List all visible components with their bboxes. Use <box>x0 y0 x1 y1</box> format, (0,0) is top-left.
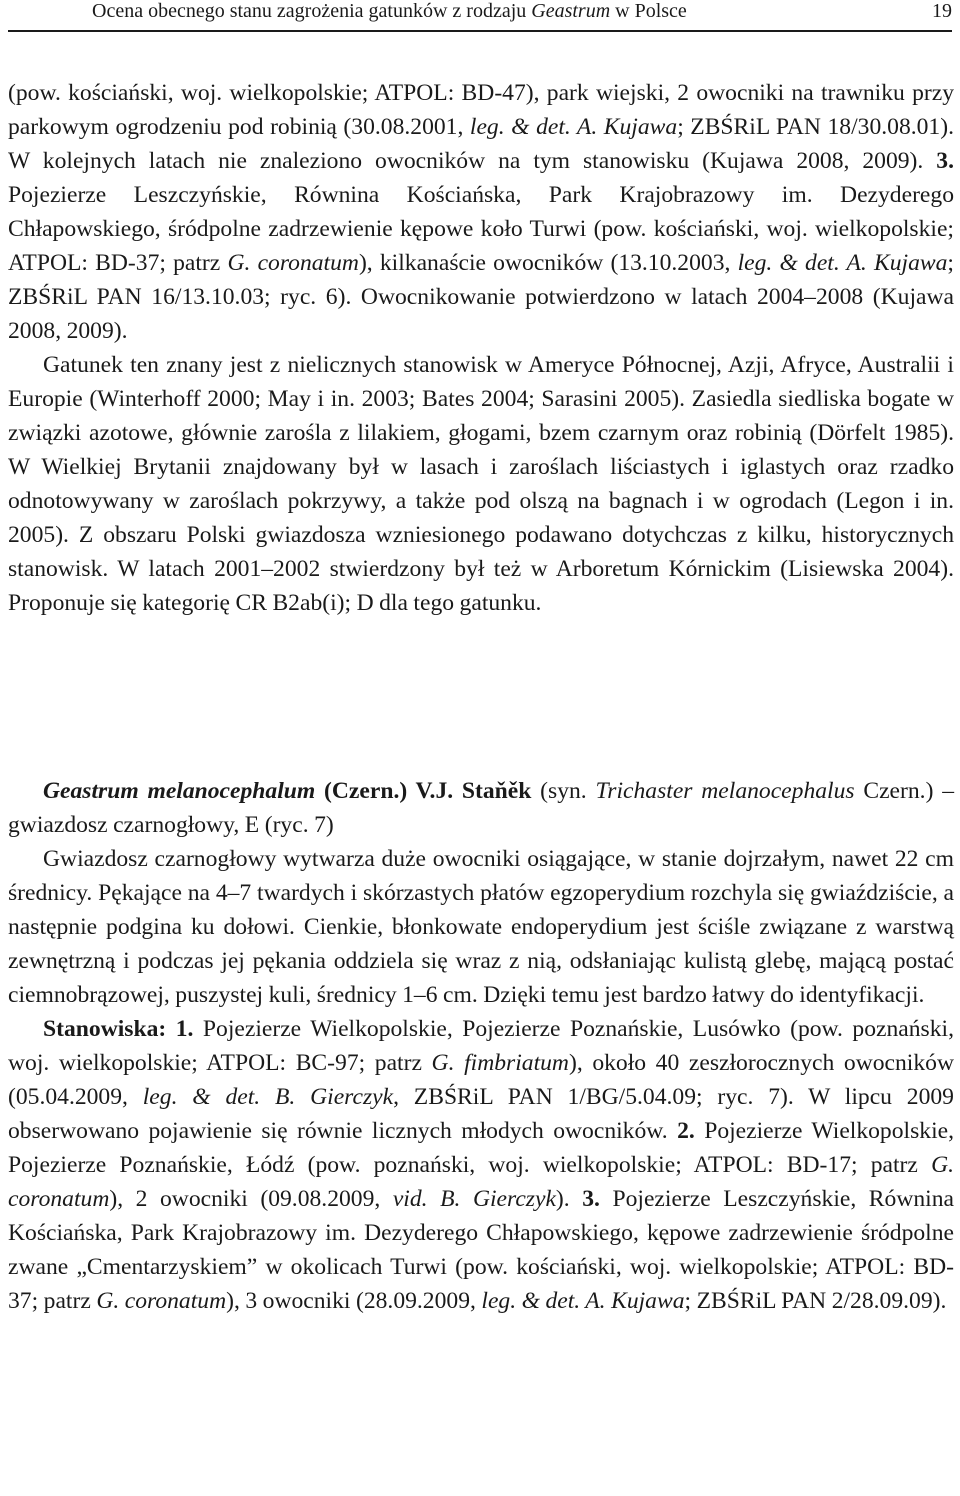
paragraph-distribution-habitat <box>8 348 954 620</box>
text-run: G. coronatum <box>8 1152 954 1212</box>
section-geastrum-melanocephalum <box>8 774 954 1318</box>
text-run: ; ZBŚRiL PAN 18/30.08.01). W kolejnych latach nie znaleziono owocników na tym stanowisku (Kujawa 2008, 2009). <box>8 114 954 174</box>
text-run: Gatunek ten znany jest z nielicznych stanowisk w Ameryce Północnej, Azji, Afryce, Australii i Europie (Winterhoff 2000; May i in. 2003; Bates 2004; Sarasini 2005). Zasiedla siedliska bogate w związki azotowe, głównie zarośla z lilakiem, głogami, bzem czarnym oraz robinią (Dörfelt 1985). W Wielkiej Brytanii znajdowany był w lasach i zaroślach liściastych i iglastych oraz rzadko odnotowywany w zaroślach pokrzywy, a także pod olszą na bagnach i w ogrodach (Legon i in. 2005). Z obszaru Polski gwiazdosza wzniesionego podawano dotychczas z kilku, historycznych stanowisk. W latach 2001–2002 stwierdzony był też w Arboretum Kórnickim (Lisiewska 2004). Proponuje się kategorię CR B2ab(i); D dla tego gatunku. <box>8 352 954 616</box>
species-heading <box>8 774 954 842</box>
text-run: (syn. <box>531 778 596 804</box>
text-run: 3. <box>936 148 954 174</box>
text-run: Pojezierze Leszczyńskie, Równina Kościańska, Park Krajobrazowy im. Dezyderego Chłapowskiego, kępowe zadrzewienie śródpolne zwane „Cmentarzyskiem” w okolicach Turwi (pow. kościański, woj. wielkopolskie; ATPOL: BD-37; patrz <box>8 1186 954 1314</box>
text-run: ; ZBŚRiL PAN 2/28.09.09). <box>684 1288 947 1314</box>
header-title-post: w Polsce <box>610 0 687 22</box>
text-run: Pojezierze Leszczyńskie, Równina Kościańska, Park Krajobrazowy im. Dezyderego Chłapowskiego, śródpolne zadrzewienie kępowe koło Turwi (pow. kościański, woj. wielkopolskie; ATPOL: BD-37; patrz <box>8 182 954 276</box>
text-run: ), 3 owocniki (28.09.2009, <box>226 1288 482 1314</box>
text-run: ). <box>555 1186 583 1212</box>
paragraph-localities <box>8 1012 954 1318</box>
header-title <box>92 0 687 22</box>
running-header <box>8 0 952 32</box>
text-run: leg. & det. A. Kujawa <box>481 1288 685 1314</box>
section-geastrum-previous <box>8 76 954 620</box>
text-run: ), 2 owocniki (09.08.2009, <box>109 1186 393 1212</box>
header-title-genus: Geastrum <box>531 0 611 22</box>
text-run: Stanowiska: 1. <box>43 1016 194 1042</box>
text-run: leg. & det. B. Gierczyk <box>142 1084 394 1110</box>
text-run: leg. & det. A. Kujawa <box>469 114 678 140</box>
text-run: vid. B. Gierczyk <box>392 1186 556 1212</box>
text-run: Trichaster melanocephalus <box>595 778 855 804</box>
text-run: ), około 40 zeszłorocznych owocników (05.04.2009, <box>8 1050 954 1110</box>
paragraph-localities-continued <box>8 76 954 348</box>
text-run: Gwiazdosz czarnogłowy wytwarza duże owocniki osiągające, w stanie dojrzałym, nawet 22 cm średnicy. Pękające na 4–7 twardych i skórzastych płatów egzoperydium rozchyla się gwiaździście, a następnie podgina ku dołowi. Cienkie, błonkowate endoperydium jest ściśle związane z warstwą zewnętrzną i podczas jej pękania oddziela się wraz z nią, odsłaniając kulistą glebę, mającą postać ciemnobrązowej, puszystej kuli, średnicy 1–6 cm. Dzięki temu jest bardzo łatwy do identyfikacji. <box>8 846 954 1008</box>
text-run: 2. <box>677 1118 695 1144</box>
text-run: 3. <box>582 1186 600 1212</box>
text-run: G. coronatum <box>227 250 359 276</box>
text-run: Pojezierze Wielkopolskie, Pojezierze Poznańskie, Lusówko (pow. poznański, woj. wielkopolskie; ATPOL: BC-97; patrz <box>8 1016 954 1076</box>
text-run: Pojezierze Wielkopolskie, Pojezierze Poznańskie, Łódź (pow. poznański, woj. wielkopolskie; ATPOL: BD-17; patrz <box>8 1118 954 1178</box>
text-run: ), kilkanaście owocników (13.10.2003, <box>358 250 738 276</box>
text-run: leg. & det. A. Kujawa <box>737 250 948 276</box>
text-run: Czern.) – gwiazdosz czarnogłowy, E (ryc. 7) <box>8 778 954 838</box>
header-title-pre: Ocena obecnego stanu zagrożenia gatunków z rodzaju <box>92 0 532 22</box>
text-run: G. fimbriatum <box>431 1050 569 1076</box>
text-run: (Czern.) V.J. Staňěk <box>315 778 532 804</box>
text-run: , ZBŚRiL PAN 1/BG/5.04.09; ryc. 7). W lipcu 2009 obserwowano pojawienie się równie licznych młodych owocników. <box>8 1084 954 1144</box>
text-run: (pow. kościański, woj. wielkopolskie; ATPOL: BD-47), park wiejski, 2 owocniki na trawniku przy parkowym ogrodzeniu pod robinią (30.08.2001, <box>8 80 954 140</box>
page-number: 19 <box>932 0 952 22</box>
text-run: G. coronatum <box>96 1288 227 1314</box>
text-run: ; ZBŚRiL PAN 16/13.10.03; ryc. 6). Owocnikowanie potwierdzono w latach 2004–2008 (Kujawa 2008, 2009). <box>8 250 954 344</box>
text-run: Geastrum melanocephalum <box>43 778 316 804</box>
paragraph-description <box>8 842 954 1012</box>
